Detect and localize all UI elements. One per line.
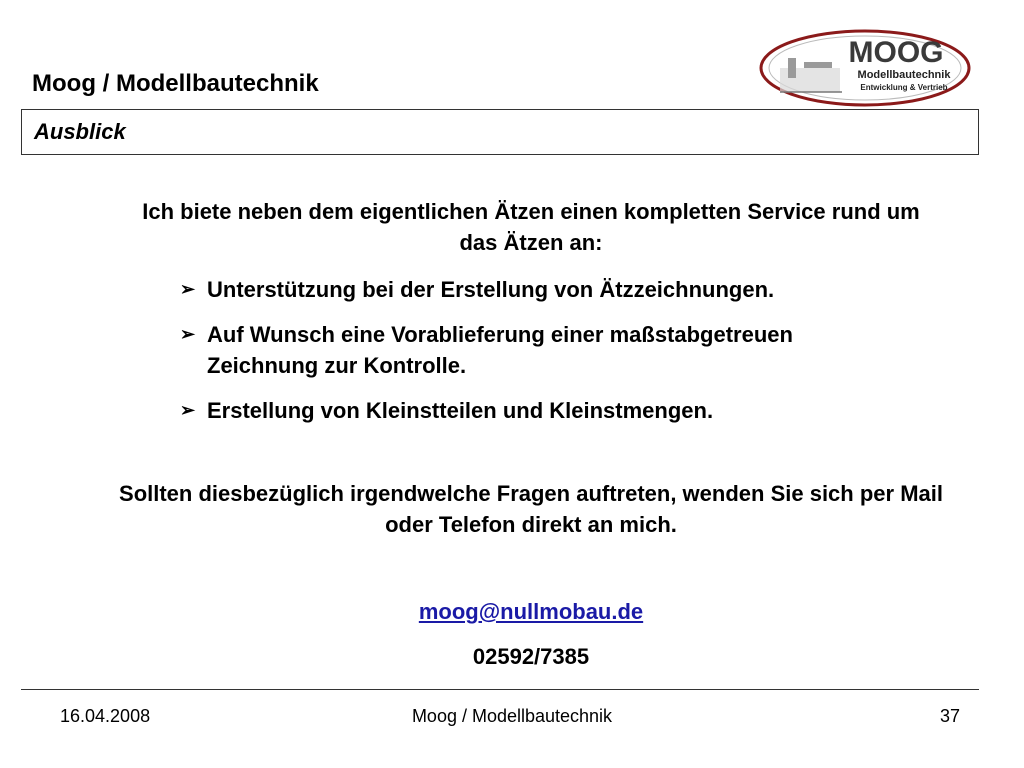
bullet-text: Erstellung von Kleinstteilen und Kleinstmengen. [207, 398, 714, 423]
bullet-text: Unterstützung bei der Erstellung von Ätzzeichnungen. [207, 277, 775, 302]
bullet-text: Auf Wunsch eine Vorablieferung einer maßstabgetreuen Zeichnung zur Kontrolle. [207, 322, 793, 378]
slide-content [110, 196, 952, 672]
arrow-bullet-icon: ➢ [180, 400, 196, 420]
footer-title: Moog / Modellbautechnik [411, 706, 613, 726]
arrow-bullet-icon: ➢ [180, 279, 196, 299]
logo-line1: Modellbautechnik [857, 69, 951, 81]
section-header [21, 109, 979, 155]
email-link[interactable]: moog@nullmobau.de [418, 599, 644, 624]
email-line [110, 596, 952, 627]
arrow-bullet-icon: ➢ [180, 324, 196, 344]
bullet-item [110, 319, 952, 381]
bullet-item [110, 395, 952, 426]
header-title: Moog / Modellbautechnik [32, 70, 319, 97]
page-number: 37 [940, 706, 961, 726]
logo-line2: Entwicklung & Vertrieb [860, 83, 948, 92]
footer-date: 16.04.2008 [60, 706, 151, 726]
phone-number: 02592/7385 [472, 644, 590, 669]
section-title: Ausblick [34, 119, 126, 144]
intro-text: Ich biete neben dem eigentlichen Ätzen einen kompletten Service rund um das Ätzen an: [142, 199, 920, 255]
moog-logo-graphic [758, 28, 972, 108]
bullet-item [110, 274, 952, 305]
logo-name: MOOG [848, 36, 944, 69]
contact-question: Sollten diesbezüglich irgendwelche Fragen auftreten, wenden Sie sich per Mail oder Telefon direkt an mich. [119, 481, 943, 537]
bullet-list [110, 274, 952, 426]
footer-divider [21, 689, 979, 690]
moog-logo [758, 28, 972, 108]
